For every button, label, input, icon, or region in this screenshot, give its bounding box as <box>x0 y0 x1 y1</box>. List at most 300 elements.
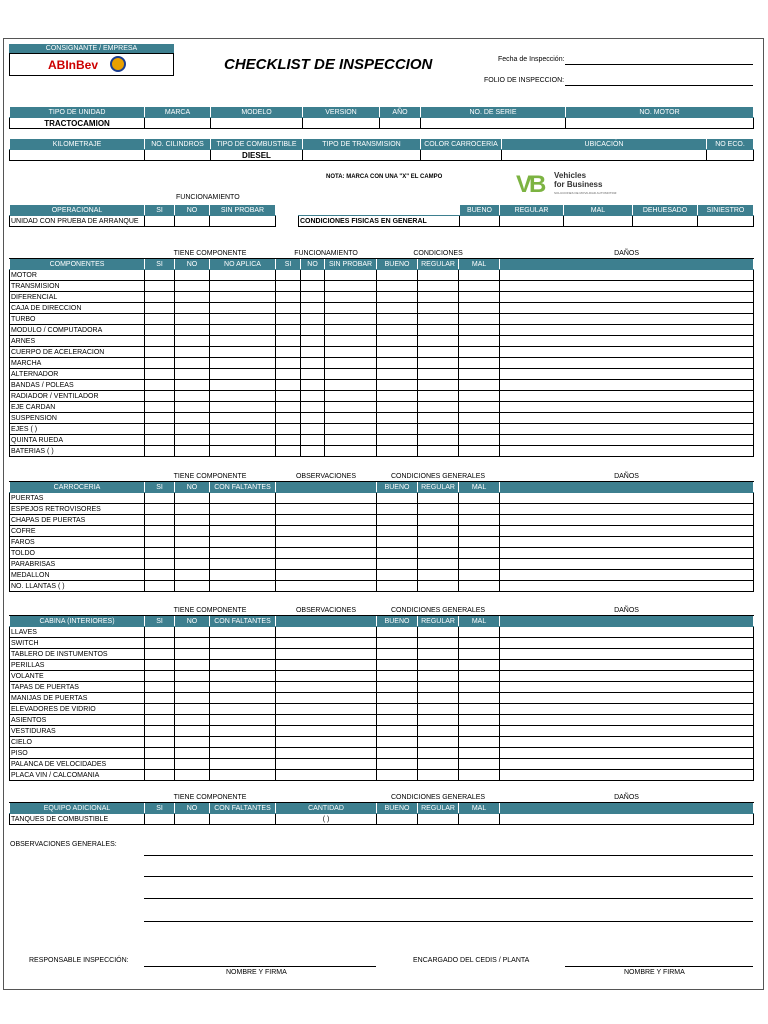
checkbox-cell[interactable] <box>377 515 418 526</box>
checkbox-cell[interactable] <box>325 336 377 347</box>
checkbox-cell[interactable] <box>175 336 210 347</box>
checkbox-cell[interactable] <box>210 515 276 526</box>
checkbox-cell[interactable] <box>500 424 754 435</box>
checkbox-cell[interactable] <box>500 570 754 581</box>
checkbox-cell[interactable] <box>276 759 377 770</box>
checkbox-cell[interactable] <box>145 638 175 649</box>
checkbox-cell[interactable] <box>175 493 210 504</box>
checkbox-cell[interactable] <box>418 715 459 726</box>
checkbox-cell[interactable] <box>175 814 210 825</box>
checkbox-cell[interactable] <box>418 704 459 715</box>
checkbox-cell[interactable] <box>276 424 301 435</box>
checkbox-cell[interactable] <box>276 737 377 748</box>
checkbox-cell[interactable] <box>459 660 500 671</box>
checkbox-cell[interactable] <box>459 759 500 770</box>
checkbox-cell[interactable] <box>418 748 459 759</box>
checkbox-cell[interactable] <box>210 638 276 649</box>
checkbox-cell[interactable] <box>210 347 276 358</box>
checkbox-cell[interactable] <box>145 548 175 559</box>
checkbox-cell[interactable] <box>459 446 500 457</box>
checkbox-cell[interactable] <box>145 358 175 369</box>
condition-checkbox-cell[interactable] <box>564 216 633 227</box>
checkbox-cell[interactable] <box>145 671 175 682</box>
checkbox-cell[interactable] <box>459 682 500 693</box>
checkbox-cell[interactable] <box>175 515 210 526</box>
checkbox-cell[interactable] <box>459 336 500 347</box>
checkbox-cell[interactable] <box>377 526 418 537</box>
checkbox-cell[interactable] <box>325 402 377 413</box>
unit-value-field[interactable] <box>145 118 211 129</box>
checkbox-cell[interactable] <box>500 537 754 548</box>
checkbox-cell[interactable] <box>210 303 276 314</box>
checkbox-cell[interactable] <box>418 770 459 781</box>
checkbox-cell[interactable] <box>418 627 459 638</box>
checkbox-cell[interactable] <box>377 570 418 581</box>
checkbox-cell[interactable] <box>377 391 418 402</box>
checkbox-cell[interactable] <box>276 292 301 303</box>
checkbox-cell[interactable] <box>500 515 754 526</box>
checkbox-cell[interactable] <box>301 325 325 336</box>
checkbox-cell[interactable] <box>210 548 276 559</box>
checkbox-cell[interactable] <box>459 325 500 336</box>
checkbox-cell[interactable] <box>175 325 210 336</box>
checkbox-cell[interactable] <box>210 424 276 435</box>
checkbox-cell[interactable] <box>276 325 301 336</box>
checkbox-cell[interactable] <box>377 715 418 726</box>
checkbox-cell[interactable] <box>500 814 754 825</box>
checkbox-cell[interactable] <box>175 770 210 781</box>
checkbox-cell[interactable] <box>325 292 377 303</box>
detail-value-field[interactable] <box>421 150 502 161</box>
checkbox-cell[interactable] <box>377 559 418 570</box>
quantity-field[interactable]: ( ) <box>276 814 377 825</box>
checkbox-cell[interactable] <box>325 446 377 457</box>
checkbox-cell[interactable] <box>500 292 754 303</box>
checkbox-cell[interactable] <box>210 748 276 759</box>
checkbox-cell[interactable] <box>418 325 459 336</box>
checkbox-cell[interactable] <box>377 314 418 325</box>
checkbox-cell[interactable] <box>175 402 210 413</box>
checkbox-cell[interactable] <box>459 526 500 537</box>
checkbox-cell[interactable] <box>301 303 325 314</box>
condition-checkbox-cell[interactable] <box>698 216 754 227</box>
checkbox-cell[interactable] <box>418 413 459 424</box>
checkbox-cell[interactable] <box>377 369 418 380</box>
checkbox-cell[interactable] <box>145 303 175 314</box>
checkbox-cell[interactable] <box>175 748 210 759</box>
checkbox-cell[interactable] <box>325 391 377 402</box>
checkbox-cell[interactable] <box>175 303 210 314</box>
checkbox-cell[interactable] <box>418 559 459 570</box>
checkbox-cell[interactable] <box>145 391 175 402</box>
checkbox-cell[interactable] <box>175 671 210 682</box>
checkbox-cell[interactable] <box>276 726 377 737</box>
checkbox-cell[interactable] <box>301 435 325 446</box>
checkbox-cell[interactable] <box>276 748 377 759</box>
checkbox-cell[interactable] <box>459 314 500 325</box>
checkbox-cell[interactable] <box>377 682 418 693</box>
checkbox-cell[interactable] <box>210 270 276 281</box>
checkbox-cell[interactable] <box>418 391 459 402</box>
checkbox-cell[interactable] <box>301 424 325 435</box>
checkbox-cell[interactable] <box>301 281 325 292</box>
condition-checkbox-cell[interactable] <box>633 216 698 227</box>
checkbox-cell[interactable] <box>276 715 377 726</box>
checkbox-cell[interactable] <box>459 737 500 748</box>
checkbox-cell[interactable] <box>459 493 500 504</box>
checkbox-cell[interactable] <box>500 270 754 281</box>
checkbox-cell[interactable] <box>276 446 301 457</box>
checkbox-cell[interactable] <box>500 726 754 737</box>
checkbox-cell[interactable] <box>377 759 418 770</box>
checkbox-cell[interactable] <box>175 435 210 446</box>
checkbox-cell[interactable] <box>500 314 754 325</box>
checkbox-cell[interactable] <box>500 581 754 592</box>
checkbox-cell[interactable] <box>210 446 276 457</box>
checkbox-cell[interactable] <box>377 292 418 303</box>
checkbox-cell[interactable] <box>175 281 210 292</box>
date-field[interactable] <box>565 64 753 65</box>
checkbox-cell[interactable] <box>500 526 754 537</box>
checkbox-cell[interactable] <box>145 270 175 281</box>
checkbox-cell[interactable] <box>210 369 276 380</box>
checkbox-cell[interactable] <box>145 314 175 325</box>
condition-checkbox-cell[interactable] <box>460 216 500 227</box>
checkbox-cell[interactable] <box>418 292 459 303</box>
checkbox-cell[interactable] <box>175 504 210 515</box>
checkbox-cell[interactable] <box>459 303 500 314</box>
checkbox-cell[interactable] <box>500 548 754 559</box>
checkbox-cell[interactable] <box>276 537 377 548</box>
checkbox-cell[interactable] <box>175 369 210 380</box>
checkbox-cell[interactable] <box>276 347 301 358</box>
checkbox-cell[interactable] <box>459 548 500 559</box>
checkbox-cell[interactable] <box>210 402 276 413</box>
checkbox-cell[interactable] <box>175 314 210 325</box>
checkbox-cell[interactable] <box>459 770 500 781</box>
checkbox-cell[interactable] <box>276 570 377 581</box>
checkbox-cell[interactable] <box>145 693 175 704</box>
checkbox-cell[interactable] <box>276 581 377 592</box>
checkbox-cell[interactable] <box>500 380 754 391</box>
checkbox-cell[interactable] <box>500 336 754 347</box>
checkbox-cell[interactable] <box>418 570 459 581</box>
detail-value-field[interactable] <box>145 150 211 161</box>
checkbox-cell[interactable] <box>276 682 377 693</box>
checkbox-cell[interactable] <box>276 526 377 537</box>
checkbox-cell[interactable] <box>210 649 276 660</box>
checkbox-cell[interactable] <box>175 446 210 457</box>
checkbox-cell[interactable] <box>145 737 175 748</box>
checkbox-cell[interactable] <box>210 537 276 548</box>
checkbox-cell[interactable] <box>325 281 377 292</box>
checkbox-cell[interactable] <box>377 358 418 369</box>
checkbox-cell[interactable] <box>145 726 175 737</box>
checkbox-cell[interactable] <box>500 347 754 358</box>
checkbox-cell[interactable] <box>459 515 500 526</box>
checkbox-cell[interactable] <box>210 504 276 515</box>
checkbox-cell[interactable] <box>145 336 175 347</box>
checkbox-cell[interactable] <box>377 737 418 748</box>
checkbox-cell[interactable] <box>418 402 459 413</box>
checkbox-cell[interactable] <box>418 504 459 515</box>
checkbox-cell[interactable] <box>210 693 276 704</box>
checkbox-cell[interactable] <box>377 638 418 649</box>
checkbox-cell[interactable] <box>210 671 276 682</box>
checkbox-cell[interactable] <box>145 281 175 292</box>
checkbox-cell[interactable] <box>377 581 418 592</box>
checkbox-cell[interactable] <box>459 380 500 391</box>
detail-value-field[interactable] <box>502 150 707 161</box>
checkbox-cell[interactable] <box>276 704 377 715</box>
checkbox-cell[interactable] <box>276 493 377 504</box>
checkbox-cell[interactable] <box>276 369 301 380</box>
checkbox-cell[interactable] <box>175 682 210 693</box>
checkbox-cell[interactable] <box>325 413 377 424</box>
cell[interactable] <box>210 216 276 227</box>
checkbox-cell[interactable] <box>377 660 418 671</box>
checkbox-cell[interactable] <box>301 336 325 347</box>
checkbox-cell[interactable] <box>210 715 276 726</box>
checkbox-cell[interactable] <box>145 402 175 413</box>
checkbox-cell[interactable] <box>175 270 210 281</box>
checkbox-cell[interactable] <box>500 435 754 446</box>
checkbox-cell[interactable] <box>418 336 459 347</box>
checkbox-cell[interactable] <box>276 638 377 649</box>
checkbox-cell[interactable] <box>459 704 500 715</box>
checkbox-cell[interactable] <box>175 627 210 638</box>
unit-value-field[interactable] <box>566 118 754 129</box>
checkbox-cell[interactable] <box>500 704 754 715</box>
checkbox-cell[interactable] <box>325 435 377 446</box>
checkbox-cell[interactable] <box>459 413 500 424</box>
checkbox-cell[interactable] <box>459 715 500 726</box>
checkbox-cell[interactable] <box>145 369 175 380</box>
checkbox-cell[interactable] <box>377 336 418 347</box>
checkbox-cell[interactable] <box>418 526 459 537</box>
checkbox-cell[interactable] <box>418 638 459 649</box>
checkbox-cell[interactable] <box>325 424 377 435</box>
checkbox-cell[interactable] <box>145 537 175 548</box>
checkbox-cell[interactable] <box>459 748 500 759</box>
checkbox-cell[interactable] <box>418 814 459 825</box>
checkbox-cell[interactable] <box>500 325 754 336</box>
unit-value-field[interactable] <box>421 118 566 129</box>
checkbox-cell[interactable] <box>175 649 210 660</box>
checkbox-cell[interactable] <box>210 526 276 537</box>
checkbox-cell[interactable] <box>459 726 500 737</box>
checkbox-cell[interactable] <box>418 581 459 592</box>
checkbox-cell[interactable] <box>145 770 175 781</box>
checkbox-cell[interactable] <box>500 737 754 748</box>
detail-value-field[interactable] <box>303 150 421 161</box>
checkbox-cell[interactable] <box>418 649 459 660</box>
checkbox-cell[interactable] <box>500 413 754 424</box>
checkbox-cell[interactable] <box>210 380 276 391</box>
checkbox-cell[interactable] <box>210 759 276 770</box>
cell[interactable] <box>175 216 210 227</box>
checkbox-cell[interactable] <box>175 380 210 391</box>
checkbox-cell[interactable] <box>418 737 459 748</box>
checkbox-cell[interactable] <box>459 814 500 825</box>
checkbox-cell[interactable] <box>377 446 418 457</box>
checkbox-cell[interactable] <box>500 715 754 726</box>
checkbox-cell[interactable] <box>276 358 301 369</box>
checkbox-cell[interactable] <box>459 504 500 515</box>
checkbox-cell[interactable] <box>210 704 276 715</box>
checkbox-cell[interactable] <box>418 671 459 682</box>
checkbox-cell[interactable] <box>145 704 175 715</box>
checkbox-cell[interactable] <box>377 413 418 424</box>
checkbox-cell[interactable] <box>210 391 276 402</box>
checkbox-cell[interactable] <box>210 660 276 671</box>
checkbox-cell[interactable] <box>276 649 377 660</box>
checkbox-cell[interactable] <box>418 537 459 548</box>
checkbox-cell[interactable] <box>276 660 377 671</box>
checkbox-cell[interactable] <box>175 391 210 402</box>
checkbox-cell[interactable] <box>459 270 500 281</box>
checkbox-cell[interactable] <box>459 570 500 581</box>
checkbox-cell[interactable] <box>145 292 175 303</box>
checkbox-cell[interactable] <box>175 424 210 435</box>
checkbox-cell[interactable] <box>175 660 210 671</box>
checkbox-cell[interactable] <box>276 402 301 413</box>
checkbox-cell[interactable] <box>418 660 459 671</box>
observation-line-3[interactable] <box>144 898 753 899</box>
checkbox-cell[interactable] <box>325 314 377 325</box>
checkbox-cell[interactable] <box>145 526 175 537</box>
checkbox-cell[interactable] <box>210 726 276 737</box>
checkbox-cell[interactable] <box>145 559 175 570</box>
checkbox-cell[interactable] <box>500 303 754 314</box>
checkbox-cell[interactable] <box>210 325 276 336</box>
condition-checkbox-cell[interactable] <box>500 216 564 227</box>
checkbox-cell[interactable] <box>301 446 325 457</box>
checkbox-cell[interactable] <box>145 660 175 671</box>
checkbox-cell[interactable] <box>175 570 210 581</box>
checkbox-cell[interactable] <box>210 358 276 369</box>
checkbox-cell[interactable] <box>459 402 500 413</box>
checkbox-cell[interactable] <box>500 693 754 704</box>
checkbox-cell[interactable] <box>301 270 325 281</box>
checkbox-cell[interactable] <box>418 270 459 281</box>
checkbox-cell[interactable] <box>145 814 175 825</box>
checkbox-cell[interactable] <box>145 759 175 770</box>
checkbox-cell[interactable] <box>175 559 210 570</box>
checkbox-cell[interactable] <box>301 380 325 391</box>
checkbox-cell[interactable] <box>377 504 418 515</box>
checkbox-cell[interactable] <box>210 336 276 347</box>
folio-field[interactable] <box>565 85 753 86</box>
manager-signature-field[interactable] <box>565 966 753 967</box>
checkbox-cell[interactable] <box>418 347 459 358</box>
checkbox-cell[interactable] <box>377 281 418 292</box>
checkbox-cell[interactable] <box>301 292 325 303</box>
checkbox-cell[interactable] <box>459 671 500 682</box>
checkbox-cell[interactable] <box>175 537 210 548</box>
checkbox-cell[interactable] <box>145 347 175 358</box>
checkbox-cell[interactable] <box>459 627 500 638</box>
checkbox-cell[interactable] <box>175 292 210 303</box>
checkbox-cell[interactable] <box>377 704 418 715</box>
checkbox-cell[interactable] <box>175 413 210 424</box>
checkbox-cell[interactable] <box>500 748 754 759</box>
checkbox-cell[interactable] <box>500 402 754 413</box>
checkbox-cell[interactable] <box>276 515 377 526</box>
checkbox-cell[interactable] <box>325 358 377 369</box>
checkbox-cell[interactable] <box>418 314 459 325</box>
checkbox-cell[interactable] <box>175 347 210 358</box>
checkbox-cell[interactable] <box>500 559 754 570</box>
checkbox-cell[interactable] <box>377 627 418 638</box>
checkbox-cell[interactable] <box>145 581 175 592</box>
checkbox-cell[interactable] <box>500 446 754 457</box>
checkbox-cell[interactable] <box>418 548 459 559</box>
checkbox-cell[interactable] <box>377 424 418 435</box>
checkbox-cell[interactable] <box>377 649 418 660</box>
checkbox-cell[interactable] <box>418 759 459 770</box>
checkbox-cell[interactable] <box>418 281 459 292</box>
checkbox-cell[interactable] <box>145 748 175 759</box>
checkbox-cell[interactable] <box>210 770 276 781</box>
checkbox-cell[interactable] <box>301 402 325 413</box>
checkbox-cell[interactable] <box>276 270 301 281</box>
checkbox-cell[interactable] <box>459 559 500 570</box>
checkbox-cell[interactable] <box>459 649 500 660</box>
consignee-field[interactable] <box>9 53 174 76</box>
checkbox-cell[interactable] <box>459 581 500 592</box>
checkbox-cell[interactable] <box>301 347 325 358</box>
checkbox-cell[interactable] <box>377 693 418 704</box>
checkbox-cell[interactable] <box>418 493 459 504</box>
checkbox-cell[interactable] <box>175 715 210 726</box>
checkbox-cell[interactable] <box>276 627 377 638</box>
checkbox-cell[interactable] <box>276 380 301 391</box>
checkbox-cell[interactable] <box>418 435 459 446</box>
checkbox-cell[interactable] <box>377 435 418 446</box>
checkbox-cell[interactable] <box>325 325 377 336</box>
checkbox-cell[interactable] <box>145 515 175 526</box>
checkbox-cell[interactable] <box>210 737 276 748</box>
checkbox-cell[interactable] <box>459 391 500 402</box>
checkbox-cell[interactable] <box>377 303 418 314</box>
checkbox-cell[interactable] <box>377 493 418 504</box>
checkbox-cell[interactable] <box>276 559 377 570</box>
checkbox-cell[interactable] <box>276 391 301 402</box>
checkbox-cell[interactable] <box>418 358 459 369</box>
checkbox-cell[interactable] <box>500 493 754 504</box>
checkbox-cell[interactable] <box>145 493 175 504</box>
checkbox-cell[interactable] <box>418 369 459 380</box>
checkbox-cell[interactable] <box>301 413 325 424</box>
checkbox-cell[interactable] <box>276 504 377 515</box>
checkbox-cell[interactable] <box>210 559 276 570</box>
checkbox-cell[interactable] <box>500 391 754 402</box>
checkbox-cell[interactable] <box>145 380 175 391</box>
observation-line-4[interactable] <box>144 921 753 922</box>
checkbox-cell[interactable] <box>377 270 418 281</box>
checkbox-cell[interactable] <box>276 314 301 325</box>
detail-value-field[interactable]: DIESEL <box>211 150 303 161</box>
checkbox-cell[interactable] <box>276 770 377 781</box>
checkbox-cell[interactable] <box>325 369 377 380</box>
checkbox-cell[interactable] <box>377 537 418 548</box>
checkbox-cell[interactable] <box>500 660 754 671</box>
checkbox-cell[interactable] <box>210 570 276 581</box>
checkbox-cell[interactable] <box>377 671 418 682</box>
checkbox-cell[interactable] <box>500 759 754 770</box>
checkbox-cell[interactable] <box>500 638 754 649</box>
